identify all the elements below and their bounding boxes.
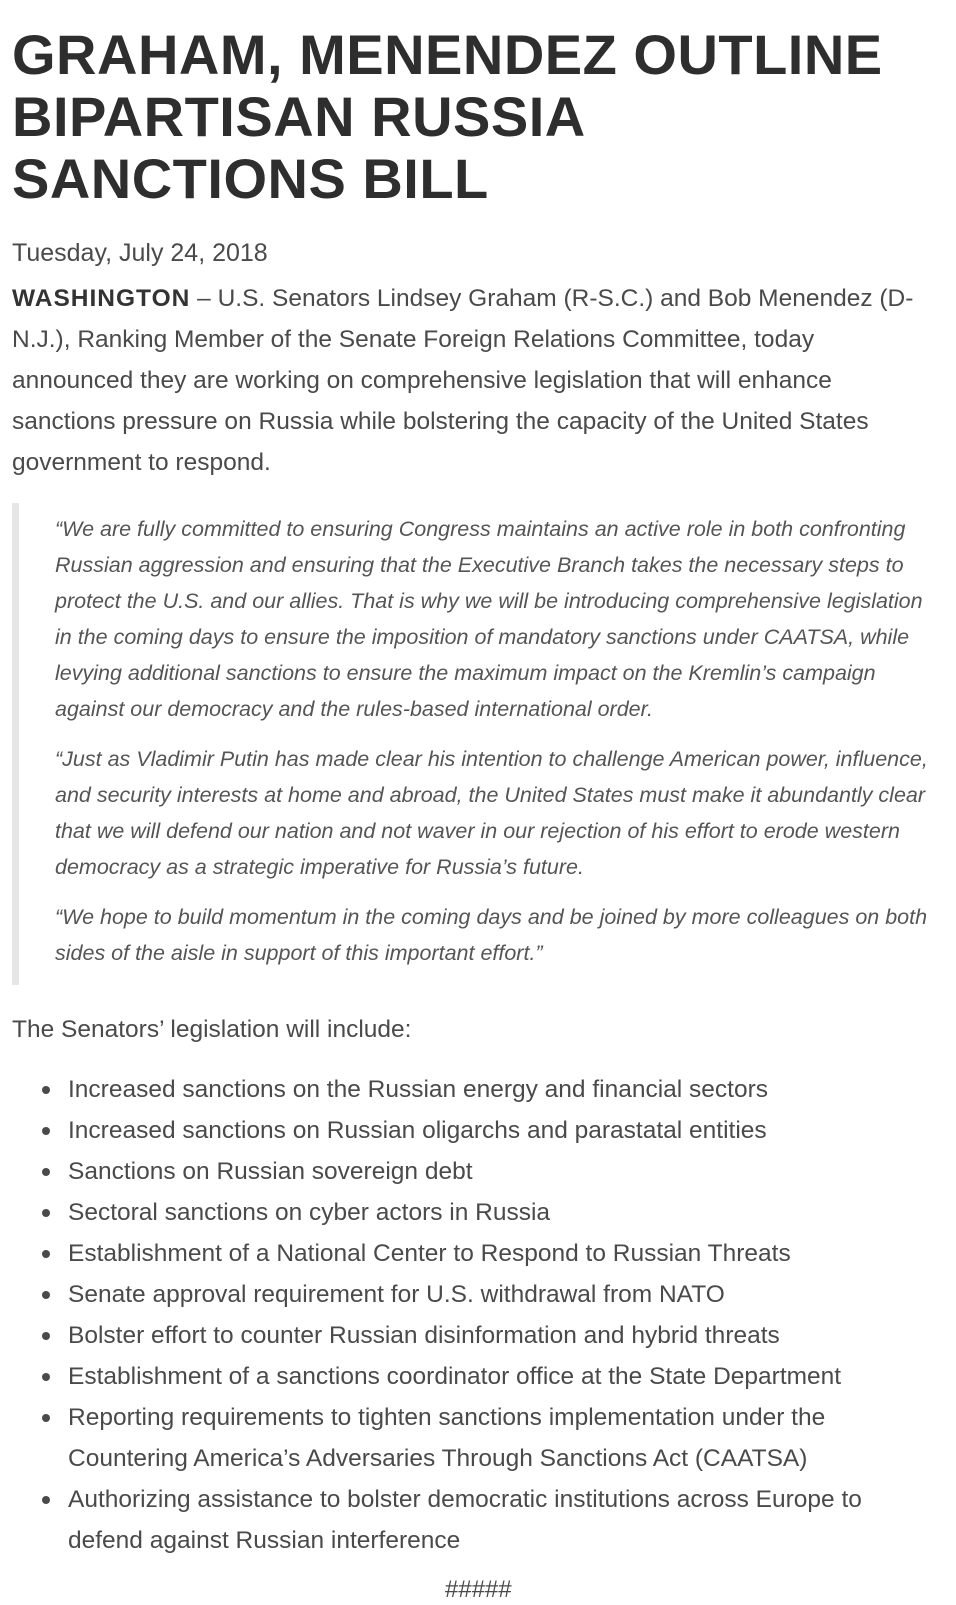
quote-paragraph: “We are fully committed to ensuring Congress maintains an active role in both confronting Russian aggression and ensuring that the Executive Branch takes the necessary steps to protect the U.S. and our allies. That is why we will be introducing comprehensive legislation in the coming days to ensure the imposition of mandatory sanctions under CAATSA, while levying additional sanctions to ensure the maximum impact on the Kremlin’s campaign against our democracy and the rules-based international order. [55, 517, 923, 721]
senators-quote-block [12, 503, 932, 985]
provisions-list [12, 1069, 932, 1561]
list-item-text: Senate approval requirement for U.S. withdrawal from NATO [68, 1281, 725, 1308]
list-item [68, 1110, 932, 1151]
list-item [68, 1397, 932, 1479]
list-item-text: Reporting requirements to tighten sanctions implementation under the Countering America’s Adversaries Through Sanctions Act (CAATSA) [68, 1404, 826, 1472]
quote-paragraph: “We hope to build momentum in the coming days and be joined by more colleagues on both sides of the aisle in support of this important effort.” [55, 905, 928, 965]
quote-paragraph: “Just as Vladimir Putin has made clear his intention to challenge American power, influence, and security interests at home and abroad, the United States must make it abundantly clear that we will defend our nation and not waver in our rejection of his effort to erode western democracy as a strategic imperative for Russia’s future. [55, 747, 928, 879]
lead-text: – U.S. Senators Lindsey Graham (R-S.C.) and Bob Menendez (D-N.J.), Ranking Member of the Senate Foreign Relations Committee, today announced they are working on comprehensive legislation that will enhance sanctions pressure on Russia while bolstering the capacity of the United States government to respond. [12, 285, 914, 476]
list-item-text: Increased sanctions on Russian oligarchs and parastatal entities [68, 1117, 767, 1144]
bullet-icon [42, 1496, 50, 1504]
list-item [68, 1233, 932, 1274]
lead-paragraph [12, 278, 932, 483]
list-item-text: Sectoral sanctions on cyber actors in Russia [68, 1199, 551, 1226]
publish-date: Tuesday, July 24, 2018 [12, 239, 268, 267]
list-item [68, 1479, 932, 1561]
list-item-text: Increased sanctions on the Russian energy and financial sectors [68, 1076, 769, 1103]
list-item [68, 1315, 932, 1356]
list-item-text: Establishment of a National Center to Respond to Russian Threats [68, 1240, 791, 1267]
dateline: WASHINGTON [12, 285, 191, 312]
list-item-text: Establishment of a sanctions coordinator office at the State Department [68, 1363, 842, 1390]
list-item [68, 1151, 932, 1192]
bullet-icon [42, 1332, 50, 1340]
list-intro: The Senators’ legislation will include: [12, 1016, 412, 1043]
bullet-icon [42, 1127, 50, 1135]
bullet-icon [42, 1373, 50, 1381]
list-item [68, 1069, 932, 1110]
list-item-text: Bolster effort to counter Russian disinformation and hybrid threats [68, 1322, 780, 1349]
bullet-icon [42, 1086, 50, 1094]
list-item-text: Authorizing assistance to bolster democratic institutions across Europe to defend against Russian interference [68, 1486, 862, 1554]
list-item [68, 1274, 932, 1315]
end-of-release-mark: ##### [444, 1576, 512, 1603]
bullet-icon [42, 1209, 50, 1217]
bullet-icon [42, 1414, 50, 1422]
bullet-icon [42, 1168, 50, 1176]
bullet-icon [42, 1291, 50, 1299]
bullet-icon [42, 1250, 50, 1258]
list-item-text: Sanctions on Russian sovereign debt [68, 1158, 473, 1185]
page-title: GRAHAM, MENENDEZ OUTLINE BIPARTISAN RUSSIA SANCTIONS BILL [12, 23, 883, 210]
list-item [68, 1192, 932, 1233]
list-item [68, 1356, 932, 1397]
